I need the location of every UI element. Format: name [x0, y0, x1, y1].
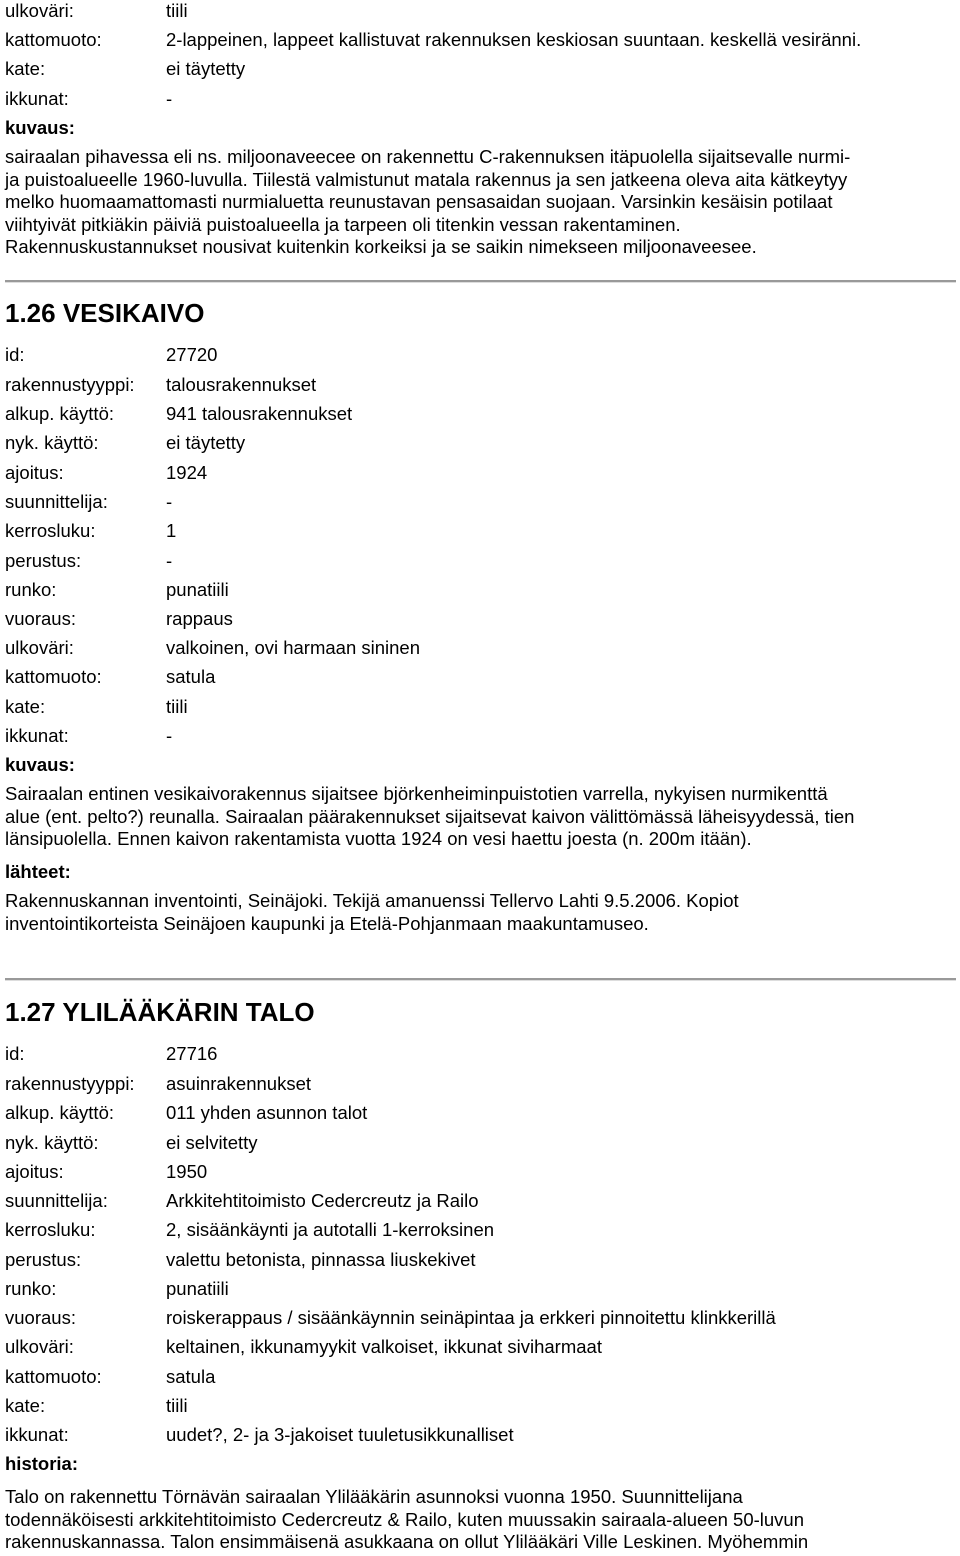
field-value: 1 — [166, 520, 177, 541]
field-label: id: — [5, 344, 25, 365]
field-row — [5, 696, 188, 718]
field-row — [5, 1073, 312, 1095]
field-row — [5, 0, 188, 22]
field-label: suunnittelija: — [5, 491, 108, 512]
field-row — [5, 29, 862, 51]
text-line: länsipuolella. Ennen kaivon rakentamista vuotta 1924 on vesi haettu joesta (n. 200m itään). — [5, 828, 752, 849]
field-label: vuoraus: — [5, 608, 76, 629]
field-label: ulkoväri: — [5, 637, 74, 658]
historia-text — [5, 1486, 953, 1554]
field-label: kattomuoto: — [5, 29, 102, 50]
field-value: satula — [166, 1366, 216, 1387]
field-value: roiskerappaus / sisäänkäynnin seinäpintaa ja erkkeri pinnoitettu klinkkerillä — [166, 1307, 776, 1328]
field-label: ajoitus: — [5, 1161, 64, 1182]
field-label: ikkunat: — [5, 88, 69, 109]
field-row — [5, 1043, 218, 1065]
field-value: - — [166, 725, 173, 746]
field-label: rakennustyyppi: — [5, 374, 135, 395]
historia-label: historia: — [5, 1453, 78, 1474]
field-label: kattomuoto: — [5, 666, 102, 687]
field-row — [5, 637, 421, 659]
field-label: kate: — [5, 1395, 46, 1416]
field-value: uudet?, 2- ja 3-jakoiset tuuletusikkunalliset — [166, 1424, 514, 1445]
field-value: 011 yhden asunnon talot — [166, 1102, 368, 1123]
field-value: tiili — [166, 1395, 188, 1416]
field-value: 1924 — [166, 462, 208, 483]
lahteet-label: lähteet: — [5, 861, 71, 882]
text-line: Talo on rakennettu Törnävän sairaalan Ylilääkärin asunnoksi vuonna 1950. Suunnittelijana — [5, 1486, 743, 1507]
field-label: rakennustyyppi: — [5, 1073, 135, 1094]
kuvaus-label: kuvaus: — [5, 754, 75, 775]
field-row — [5, 374, 317, 396]
text-line: melko huomaamattomasti nurmialuetta reunustavan pensasaidan suojaan. Varsinkin kesäisin potilaat — [5, 191, 833, 212]
field-value: - — [166, 491, 173, 512]
field-row — [5, 1424, 514, 1446]
text-line: inventointikorteista Seinäjoen kaupunki ja Etelä-Pohjanmaan maakuntamuseo. — [5, 912, 649, 934]
field-row — [5, 666, 216, 688]
field-row — [5, 58, 246, 80]
field-row — [5, 1307, 776, 1329]
field-label: kate: — [5, 696, 46, 717]
field-value: - — [166, 550, 173, 571]
lahteet-text — [5, 890, 953, 935]
field-row — [5, 1278, 229, 1300]
field-label: runko: — [5, 579, 57, 600]
field-label: id: — [5, 1043, 25, 1064]
field-row — [5, 1219, 495, 1241]
field-value: Arkkitehtitoimisto Cedercreutz ja Railo — [166, 1190, 479, 1211]
field-value: 27720 — [166, 344, 218, 365]
text-line: Sairaalan entinen vesikaivorakennus sijaitsee björkenheiminpuistotien varrella, nykyisen nurmikenttä — [5, 783, 828, 804]
field-row — [5, 550, 173, 572]
field-value: ei selvitetty — [166, 1132, 258, 1153]
text-line: todennäköisesti arkkitehtitoimisto Cedercreutz & Railo, kuten muussakin sairaala-alueen 50-luvun — [5, 1508, 804, 1530]
field-row — [5, 344, 218, 366]
kuvaus-text — [5, 783, 953, 851]
field-label: ulkoväri: — [5, 1336, 74, 1357]
field-value: ei täytetty — [166, 432, 246, 453]
field-label: suunnittelija: — [5, 1190, 108, 1211]
field-label: ajoitus: — [5, 462, 64, 483]
field-value: 2, sisäänkäynti ja autotalli 1-kerroksinen — [166, 1219, 495, 1240]
field-row — [5, 608, 233, 630]
field-row — [5, 1102, 368, 1124]
field-label: kerrosluku: — [5, 1219, 96, 1240]
field-label: nyk. käyttö: — [5, 1132, 99, 1153]
field-label: ulkoväri: — [5, 0, 74, 21]
field-value: tiili — [166, 0, 188, 21]
section-divider — [5, 978, 956, 981]
field-label: ikkunat: — [5, 725, 69, 746]
field-label: runko: — [5, 1278, 57, 1299]
text-line: rakennuskannassa. Talon ensimmäisenä asukkaana on ollut Ylilääkäri Ville Leskinen. Myöhemmin — [5, 1531, 809, 1552]
field-row — [5, 725, 173, 747]
field-value: ei täytetty — [166, 58, 246, 79]
field-row — [5, 1132, 258, 1154]
kuvaus-text — [5, 146, 953, 259]
field-label: alkup. käyttö: — [5, 403, 115, 424]
field-value: 27716 — [166, 1043, 218, 1064]
field-row — [5, 520, 177, 542]
field-value: asuinrakennukset — [166, 1073, 312, 1094]
field-value: 1950 — [166, 1161, 208, 1182]
field-row — [5, 403, 353, 425]
field-value: keltainen, ikkunamyykit valkoiset, ikkunat siviharmaat — [166, 1336, 602, 1357]
field-value: 2-lappeinen, lappeet kallistuvat rakennuksen keskiosan suuntaan. keskellä vesiränni. — [166, 29, 862, 50]
text-line: Rakennuskustannukset nousivat kuitenkin korkeiksi ja se saikin nimekseen miljoonaveesee. — [5, 236, 757, 257]
field-row — [5, 1336, 602, 1358]
field-row — [5, 1249, 476, 1271]
text-line: viihtyivät pitkiäkin päiviä puistoalueella ja tarpeen oli titenkin vessan rakentaminen. — [5, 213, 681, 235]
field-value: talousrakennukset — [166, 374, 317, 395]
field-row — [5, 579, 229, 601]
section-divider — [5, 280, 956, 283]
field-label: kattomuoto: — [5, 1366, 102, 1387]
text-line: ja puistoalueelle 1960-luvulla. Tiilestä valmistunut matala rakennus ja sen jatkeena oleva aita kätkeytyy — [5, 168, 848, 190]
field-row — [5, 432, 246, 454]
field-value: 941 talousrakennukset — [166, 403, 353, 424]
field-value: punatiili — [166, 1278, 229, 1299]
field-value: valettu betonista, pinnassa liuskekivet — [166, 1249, 476, 1270]
section-heading: 1.27 YLILÄÄKÄRIN TALO — [5, 997, 315, 1027]
field-value: tiili — [166, 696, 188, 717]
text-line: Rakennuskannan inventointi, Seinäjoki. Tekijä amanuenssi Tellervo Lahti 9.5.2006. Kopiot — [5, 890, 739, 911]
field-value: rappaus — [166, 608, 233, 629]
text-line: alue (ent. pelto?) reunalla. Sairaalan päärakennukset sijaitsevat kaivon välittömässä läheisyydessä, tien — [5, 805, 855, 827]
field-value: - — [166, 88, 173, 109]
field-label: alkup. käyttö: — [5, 1102, 115, 1123]
field-row — [5, 1161, 208, 1183]
field-row — [5, 88, 173, 110]
section-heading: 1.26 VESIKAIVO — [5, 298, 205, 328]
field-label: vuoraus: — [5, 1307, 76, 1328]
field-row — [5, 1395, 188, 1417]
field-label: perustus: — [5, 1249, 82, 1270]
field-value: satula — [166, 666, 216, 687]
field-label: nyk. käyttö: — [5, 432, 99, 453]
field-row — [5, 491, 173, 513]
field-label: kerrosluku: — [5, 520, 96, 541]
kuvaus-label: kuvaus: — [5, 117, 75, 138]
field-row — [5, 1366, 216, 1388]
field-label: ikkunat: — [5, 1424, 69, 1445]
field-row — [5, 462, 208, 484]
field-value: punatiili — [166, 579, 229, 600]
field-label: perustus: — [5, 550, 82, 571]
text-line: sairaalan pihavessa eli ns. miljoonaveecee on rakennettu C-rakennuksen itäpuolella sijaitsevalle nurmi- — [5, 146, 851, 167]
field-row — [5, 1190, 479, 1212]
field-label: kate: — [5, 58, 46, 79]
field-value: valkoinen, ovi harmaan sininen — [166, 637, 421, 658]
